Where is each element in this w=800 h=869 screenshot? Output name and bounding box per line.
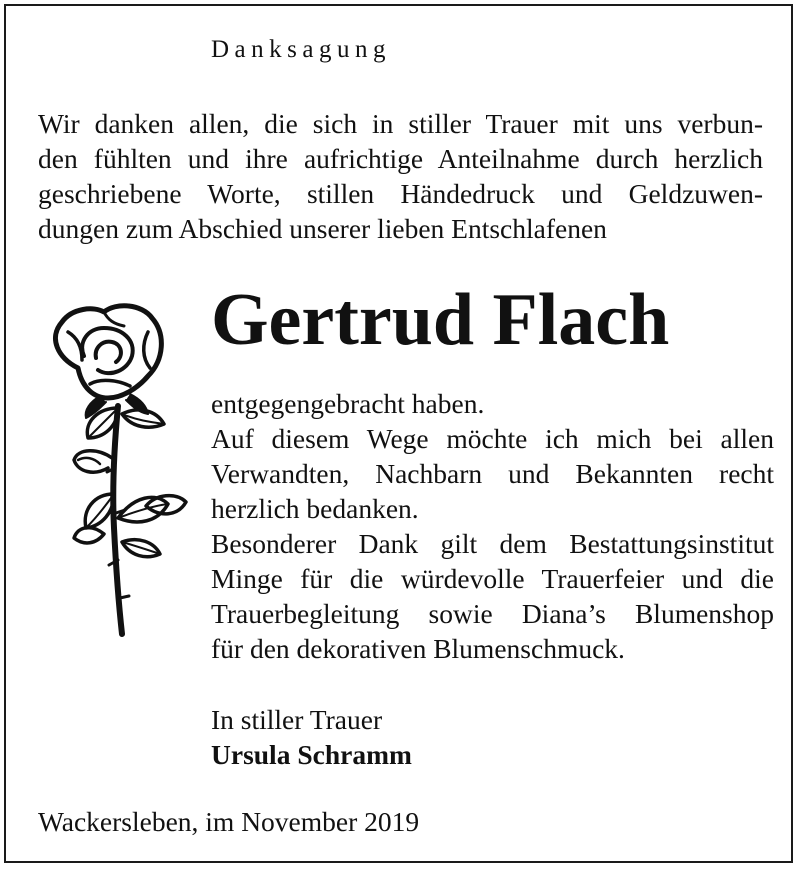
intro-line: dungen zum Abschied unserer lieben Entschlafenen (38, 213, 607, 244)
body-line: Verwandten, Nachbarn und Bekannten recht (211, 458, 774, 489)
intro-line: Wir danken allen, die sich in stiller Trauer mit uns verbun- (38, 108, 763, 139)
signature-line: In stiller Trauer (211, 704, 383, 735)
place-date: Wackersleben, im November 2019 (38, 806, 420, 837)
body-text (211, 386, 774, 666)
body-line: Trauerbegleitung sowie Diana’s Blumenshop (211, 598, 774, 629)
signature-name: Ursula Schramm (211, 739, 412, 770)
deceased-name: Gertrud Flach (211, 279, 670, 361)
obituary-card (4, 4, 793, 863)
body-line: Minge für die würdevolle Trauerfeier und die (211, 563, 774, 594)
body-line: für den dekorativen Blumenschmuck. (211, 633, 625, 664)
body-line: Auf diesem Wege möchte ich mich bei allen (211, 423, 774, 454)
signature-block (211, 702, 412, 772)
body-line: Besonderer Dank gilt dem Bestattungsinstitut (211, 528, 774, 559)
intro-line: geschriebene Worte, stillen Händedruck und Geldzuwen- (38, 178, 763, 209)
rose-icon (38, 298, 198, 638)
body-line: herzlich bedanken. (211, 493, 419, 524)
intro-line: den fühlten und ihre aufrichtige Anteilnahme durch herzlich (38, 143, 763, 174)
intro-text (38, 106, 763, 246)
heading: Danksagung (211, 36, 391, 63)
body-line: entgegengebracht haben. (211, 388, 485, 419)
